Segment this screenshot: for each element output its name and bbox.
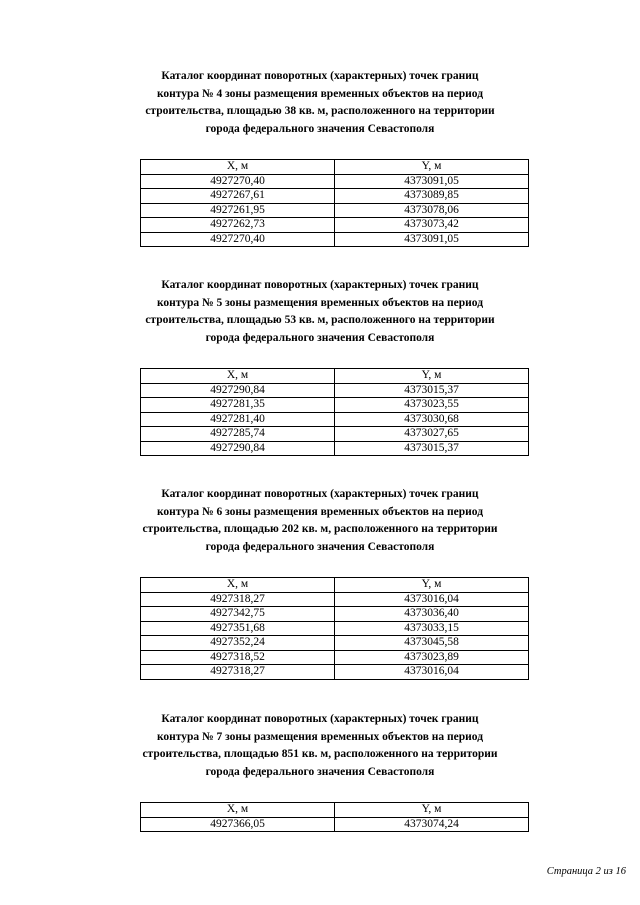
cell-x: 4927262,73	[141, 218, 335, 233]
title-line: Каталог координат поворотных (характерных) точек границ	[161, 713, 479, 725]
title-line: строительства, площадью 38 кв. м, расположенного на территории	[145, 105, 495, 117]
cell-y: 4373023,55	[335, 398, 529, 413]
catalog-title	[60, 711, 580, 781]
cell-y: 4373027,65	[335, 427, 529, 442]
cell-x: 4927290,84	[141, 441, 335, 456]
title-line: города федерального значения Севастополя	[205, 765, 435, 778]
cell-y: 4373033,15	[335, 621, 529, 636]
table-row	[141, 232, 529, 247]
header-y: Y, м	[335, 803, 529, 818]
cell-x: 4927261,95	[141, 203, 335, 218]
table-row	[141, 636, 529, 651]
cell-y: 4373016,04	[335, 665, 529, 680]
cell-x: 4927281,35	[141, 398, 335, 413]
title-line: города федерального значения Севастополя	[205, 331, 435, 344]
table-row	[141, 203, 529, 218]
cell-x: 4927318,27	[141, 665, 335, 680]
title-line: строительства, площадью 851 кв. м, расположенного на территории	[142, 748, 498, 760]
title-line: Каталог координат поворотных (характерных) точек границ	[161, 279, 479, 291]
table-row	[141, 592, 529, 607]
catalog-title	[60, 277, 580, 347]
cell-y: 4373030,68	[335, 412, 529, 427]
table-row	[141, 218, 529, 233]
title-line: контура № 7 зоны размещения временных объектов на период	[156, 730, 484, 743]
header-x: X, м	[141, 369, 335, 384]
cell-y: 4373073,42	[335, 218, 529, 233]
table-row	[141, 665, 529, 680]
table-row	[141, 607, 529, 622]
cell-y: 4373089,85	[335, 189, 529, 204]
cell-y: 4373091,05	[335, 232, 529, 247]
table-row	[141, 383, 529, 398]
table-row	[141, 817, 529, 832]
page-number: Страница 2 из 16	[546, 866, 626, 877]
title-line: города федерального значения Севастополя	[205, 122, 435, 135]
header-y: Y, м	[335, 578, 529, 593]
cell-x: 4927281,40	[141, 412, 335, 427]
cell-y: 4373078,06	[335, 203, 529, 218]
catalog-title	[60, 486, 580, 556]
cell-y: 4373015,37	[335, 441, 529, 456]
header-x: X, м	[141, 578, 335, 593]
table-row	[141, 189, 529, 204]
coordinates-table	[140, 802, 529, 832]
cell-y: 4373045,58	[335, 636, 529, 651]
title-line: Каталог координат поворотных (характерных) точек границ	[161, 488, 479, 500]
table-header-row	[141, 578, 529, 593]
cell-x: 4927352,24	[141, 636, 335, 651]
table-row	[141, 621, 529, 636]
table-row	[141, 174, 529, 189]
table-header-row	[141, 369, 529, 384]
table-header-row	[141, 160, 529, 175]
cell-y: 4373016,04	[335, 592, 529, 607]
catalog-title	[60, 68, 580, 138]
title-line: города федерального значения Севастополя	[205, 540, 435, 553]
table-row	[141, 427, 529, 442]
title-line: строительства, площадью 202 кв. м, расположенного на территории	[142, 523, 498, 535]
title-line: контура № 5 зоны размещения временных объектов на период	[156, 296, 484, 309]
cell-x: 4927285,74	[141, 427, 335, 442]
table-row	[141, 398, 529, 413]
cell-y: 4373036,40	[335, 607, 529, 622]
title-line: Каталог координат поворотных (характерных) точек границ	[161, 70, 479, 82]
cell-x: 4927267,61	[141, 189, 335, 204]
cell-x: 4927366,05	[141, 817, 335, 832]
coordinates-table	[140, 159, 529, 247]
coordinates-table	[140, 577, 529, 680]
cell-x: 4927351,68	[141, 621, 335, 636]
header-x: X, м	[141, 803, 335, 818]
cell-x: 4927318,27	[141, 592, 335, 607]
cell-y: 4373023,89	[335, 650, 529, 665]
table-header-row	[141, 803, 529, 818]
header-x: X, м	[141, 160, 335, 175]
cell-y: 4373015,37	[335, 383, 529, 398]
table-row	[141, 441, 529, 456]
table-row	[141, 650, 529, 665]
cell-x: 4927342,75	[141, 607, 335, 622]
cell-x: 4927270,40	[141, 232, 335, 247]
cell-x: 4927270,40	[141, 174, 335, 189]
cell-y: 4373091,05	[335, 174, 529, 189]
header-y: Y, м	[335, 160, 529, 175]
title-line: контура № 6 зоны размещения временных объектов на период	[156, 505, 484, 518]
header-y: Y, м	[335, 369, 529, 384]
title-line: контура № 4 зоны размещения временных объектов на период	[156, 87, 484, 100]
cell-x: 4927318,52	[141, 650, 335, 665]
coordinates-table	[140, 368, 529, 456]
table-row	[141, 412, 529, 427]
title-line: строительства, площадью 53 кв. м, расположенного на территории	[145, 314, 495, 326]
cell-x: 4927290,84	[141, 383, 335, 398]
cell-y: 4373074,24	[335, 817, 529, 832]
